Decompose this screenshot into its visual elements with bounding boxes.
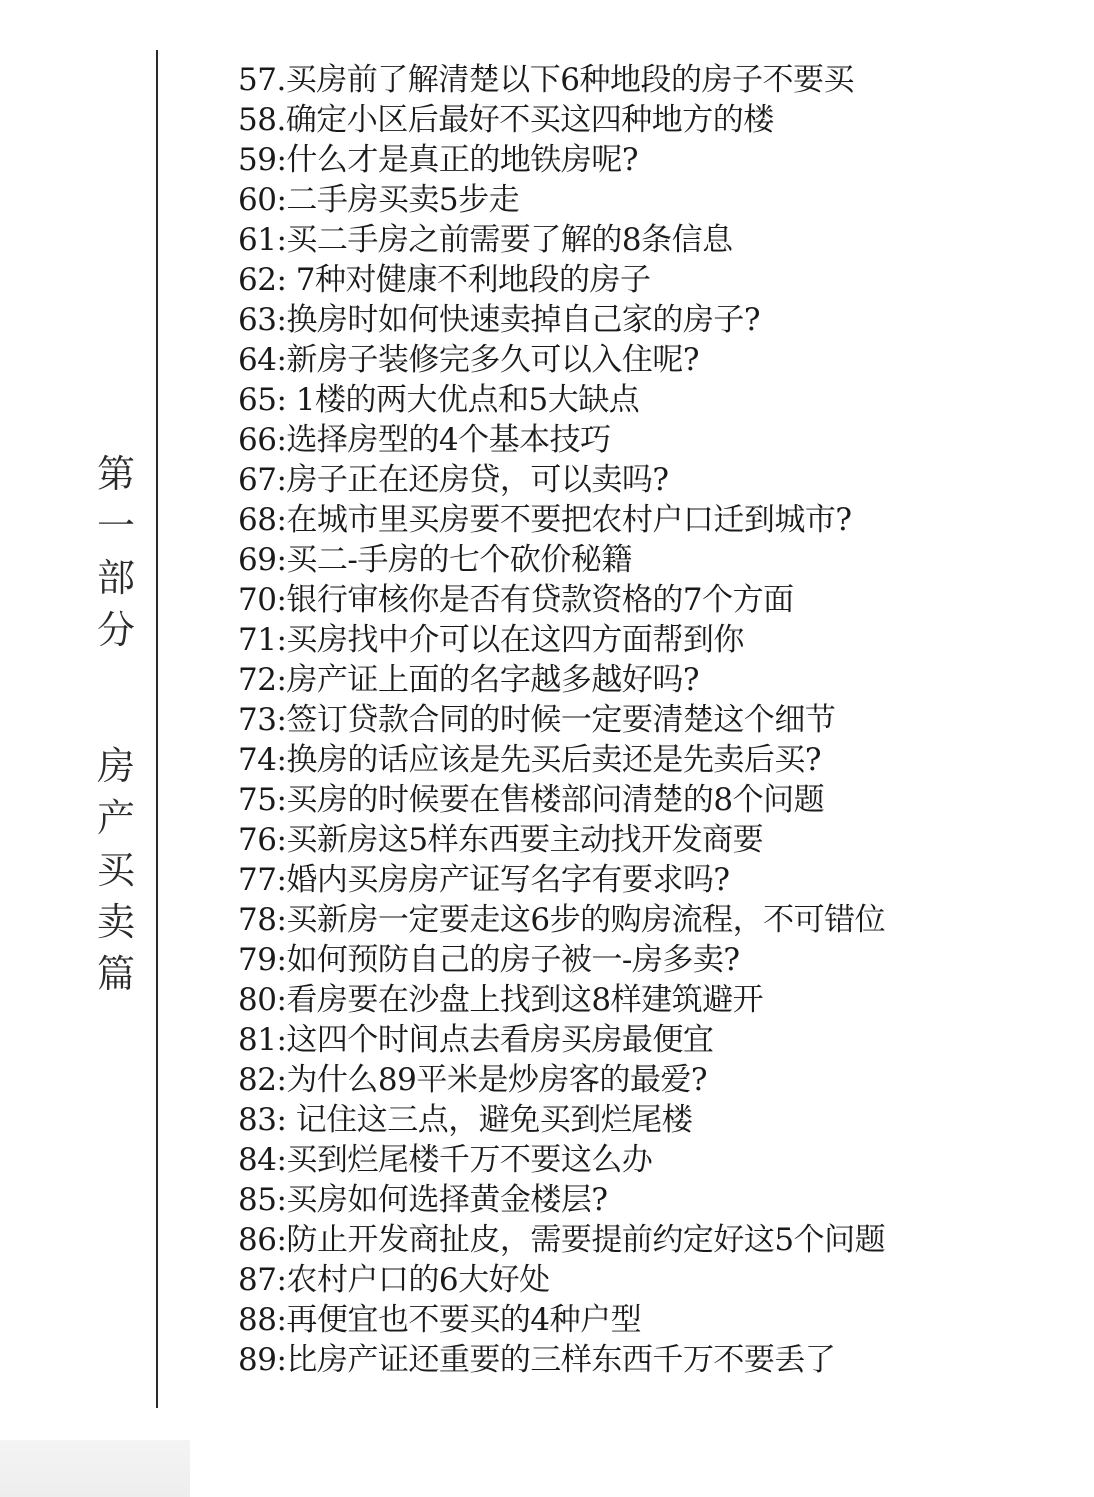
toc-item: 88:再便宜也不要买的4种户型: [238, 1302, 642, 1338]
toc-item: 65: 1楼的两大优点和5大缺点: [238, 382, 640, 418]
toc-item: 74:换房的话应该是先买后卖还是先卖后买?: [238, 742, 822, 778]
toc-item: 84:买到烂尾楼千万不要这么办: [238, 1142, 653, 1178]
toc-item: 68:在城市里买房要不要把农村户口迁到城市?: [238, 502, 852, 538]
toc-item: 60:二手房买卖5步走: [238, 182, 520, 218]
section-char: 房: [96, 744, 135, 788]
toc-item: 62: 7种对健康不利地段的房子: [238, 262, 651, 298]
toc-item: 83: 记住这三点，避免买到烂尾楼: [238, 1102, 693, 1138]
section-char: 卖: [96, 900, 135, 944]
vertical-divider: [156, 50, 158, 1408]
toc-item: 61:买二手房之前需要了解的8条信息: [238, 222, 733, 258]
toc-item: 77:婚内买房房产证写名字有要求吗?: [238, 862, 730, 898]
toc-item: 80:看房要在沙盘上找到这8样建筑避开: [238, 982, 764, 1018]
toc-item: 76:买新房这5样东西要主动找开发商要: [238, 822, 764, 858]
toc-item: 67:房子正在还房贷，可以卖吗?: [238, 462, 669, 498]
toc-item: 78:买新房一定要走这6步的购房流程，不可错位: [238, 902, 886, 938]
toc-item: 81:这四个时间点去看房买房最便宜: [238, 1022, 714, 1058]
toc-item: 64:新房子装修完多久可以入住呢?: [238, 342, 700, 378]
toc-item: 89:比房产证还重要的三样东西千万不要丢了: [238, 1342, 836, 1378]
part-char: 一: [96, 504, 135, 548]
part-char: 部: [96, 556, 135, 600]
toc-item: 69:买二-手房的七个砍价秘籍: [238, 542, 632, 578]
toc-item: 72:房产证上面的名字越多越好吗?: [238, 662, 700, 698]
section-label: [94, 740, 138, 1000]
side-title: [94, 448, 138, 1000]
toc-item: 86:防止开发商扯皮，需要提前约定好这5个问题: [238, 1222, 886, 1258]
toc-item: 85:买房如何选择黄金楼层?: [238, 1182, 608, 1218]
part-char: 第: [96, 452, 135, 496]
toc-item: 70:银行审核你是否有贷款资格的7个方面: [238, 582, 794, 618]
toc-item: 59:什么才是真正的地铁房呢?: [238, 142, 639, 178]
part-char: 分: [96, 608, 135, 652]
page-edge-shadow: [0, 1440, 190, 1497]
toc-item: 87:农村户口的6大好处: [238, 1262, 550, 1298]
section-char: 产: [96, 796, 135, 840]
toc-item: 63:换房时如何快速卖掉自己家的房子?: [238, 302, 761, 338]
table-of-contents: [238, 60, 1058, 1380]
section-char: 买: [96, 848, 135, 892]
toc-item: 79:如何预防自己的房子被一-房多卖?: [238, 942, 740, 978]
toc-item: 57.买房前了解清楚以下6种地段的房子不要买: [238, 62, 855, 98]
toc-item: 71:买房找中介可以在这四方面帮到你: [238, 622, 744, 658]
toc-item: 73:签订贷款合同的时候一定要清楚这个细节: [238, 702, 836, 738]
toc-item: 66:选择房型的4个基本技巧: [238, 422, 611, 458]
toc-item: 58.确定小区后最好不买这四种地方的楼: [238, 102, 774, 138]
part-label: [94, 448, 138, 656]
toc-item: 75:买房的时候要在售楼部问清楚的8个问题: [238, 782, 825, 818]
section-char: 篇: [96, 952, 135, 996]
toc-item: 82:为什么89平米是炒房客的最爱?: [238, 1062, 707, 1098]
